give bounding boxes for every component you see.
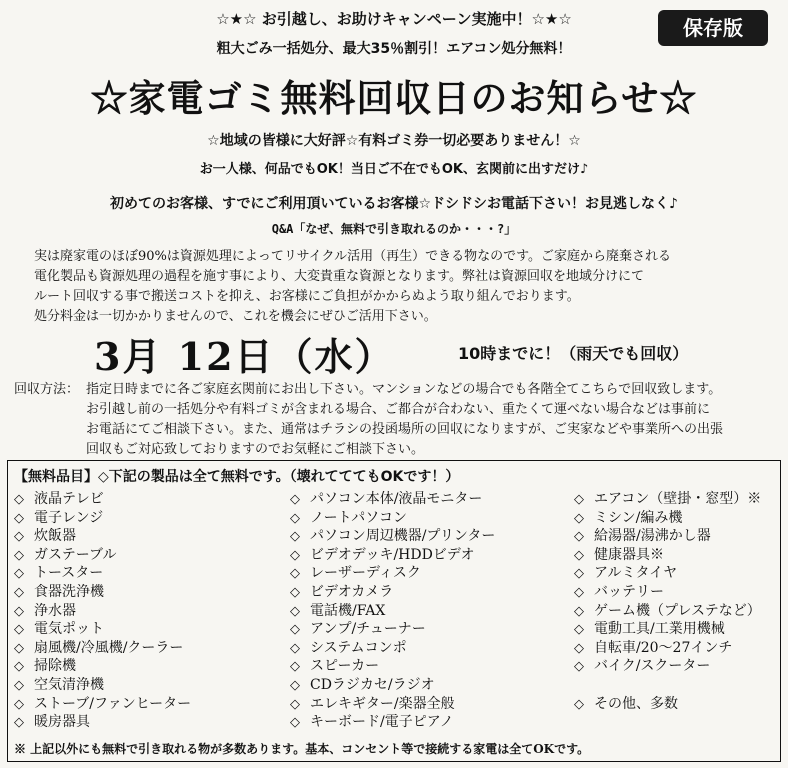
item-label: 電動工具/工業用機械 xyxy=(594,621,725,638)
collection-date-row xyxy=(0,326,788,379)
item-label: 液晶テレビ xyxy=(34,491,104,507)
item-label: アルミタイヤ xyxy=(594,565,678,582)
list-item xyxy=(290,620,495,639)
diamond-bullet-icon: ◇ xyxy=(14,715,24,731)
item-label: 食器洗浄機 xyxy=(34,583,104,600)
item-label: パソコン本体/液晶モニター xyxy=(310,491,483,507)
item-label: 健康器具※ xyxy=(594,546,664,563)
list-item xyxy=(14,713,191,732)
method-line: 指定日時までに各ご家庭玄関前にお出し下さい。マンションなどの場合でも各階全てこちらで回収致します。 xyxy=(86,382,722,397)
item-label: 暖房器具 xyxy=(34,714,90,731)
item-label: 掃除機 xyxy=(34,658,76,675)
item-label: 電子レンジ xyxy=(34,509,104,526)
list-item xyxy=(14,620,191,639)
list-item xyxy=(574,527,761,546)
diamond-bullet-icon: ◇ xyxy=(290,492,300,507)
item-label: 扇風機/冷風機/クーラー xyxy=(34,639,184,656)
diamond-bullet-icon: ◇ xyxy=(14,529,24,545)
discount-line: 粗大ごみ一括処分、最大35％割引！エアコン処分無料！ xyxy=(216,41,572,57)
list-item xyxy=(290,527,495,546)
list-item xyxy=(14,490,191,509)
item-label: ノートパソコン xyxy=(310,509,408,526)
item-label: バイク/スクーター xyxy=(594,658,711,675)
diamond-bullet-icon: ◇ xyxy=(574,584,584,600)
diamond-bullet-icon: ◇ xyxy=(14,547,24,563)
list-item xyxy=(14,602,191,621)
item-label: エレキギター/楽器全般 xyxy=(310,695,455,712)
intro-line-1: ☆地域の皆様に大好評☆有料ゴミ券一切必要ありません！☆ xyxy=(207,133,581,149)
item-label: 空気清浄機 xyxy=(34,676,104,693)
item-label: 浄水器 xyxy=(34,602,76,619)
diamond-bullet-icon: ◇ xyxy=(574,566,584,582)
item-label: ビデオデッキ/HDDビデオ xyxy=(310,546,475,563)
diamond-bullet-icon: ◇ xyxy=(14,603,24,619)
item-label: 給湯器/湯沸かし器 xyxy=(594,528,711,545)
item-label: アンプ/チューナー xyxy=(310,621,426,638)
list-item xyxy=(574,695,761,714)
diamond-bullet-icon: ◇ xyxy=(14,492,24,507)
list-item xyxy=(574,620,761,639)
list-item xyxy=(574,490,761,509)
item-label: レーザーディスク xyxy=(310,565,421,582)
campaign-line: ☆★☆ お引越し、お助けキャンペーン実施中！☆★☆ xyxy=(216,10,572,28)
list-item xyxy=(290,583,495,602)
list-item xyxy=(290,695,495,714)
item-label: システムコンポ xyxy=(310,639,407,656)
diamond-bullet-icon: ◇ xyxy=(574,529,584,545)
item-label: 自転車/20～27インチ xyxy=(594,639,733,656)
free-items-heading: 【無料品目】◇下記の製品は全て無料です。（壊れてててもOKです！） xyxy=(14,469,460,485)
method-line: お引越し前の一括処分や有料ゴミが含まれる場合、ご都合が合わない、重たくて運べない場合などは事前に xyxy=(86,402,711,417)
diamond-bullet-icon: ◇ xyxy=(290,622,300,638)
item-label: ストーブ/ファンヒーター xyxy=(34,695,192,712)
list-item xyxy=(14,564,191,583)
free-items-column-3 xyxy=(574,490,761,713)
item-label: バッテリー xyxy=(594,583,664,600)
item-label: ゲーム機（プレステなど） xyxy=(594,602,761,619)
page-title: ☆家電ゴミ無料回収日のお知らせ☆ xyxy=(90,76,698,120)
diamond-bullet-icon: ◇ xyxy=(290,547,300,563)
list-item xyxy=(290,639,495,658)
method-line: お電話にてご相談下さい。また、通常はチラシの投函場所の回収になりますが、ご実家などや事業所への出張 xyxy=(86,422,724,437)
body-paragraph-line: 電化製品も資源処理の過程を施す事により、大変貴重な資源となります。弊社は資源回収を地域分けにて xyxy=(34,269,644,284)
diamond-bullet-icon: ◇ xyxy=(14,640,24,656)
diamond-bullet-icon: ◇ xyxy=(290,677,300,693)
item-label: ガステーブル xyxy=(34,546,117,563)
item-label: ビデオカメラ xyxy=(310,583,394,600)
method-label: 回収方法： xyxy=(14,382,80,397)
item-label: スピーカー xyxy=(310,658,380,675)
list-item xyxy=(14,527,191,546)
item-label: キーボード/電子ピアノ xyxy=(310,714,454,731)
list-item xyxy=(290,602,495,621)
list-item xyxy=(290,564,495,583)
list-item xyxy=(574,657,761,676)
list-item xyxy=(574,676,761,695)
list-item xyxy=(14,509,191,528)
diamond-bullet-icon: ◇ xyxy=(290,529,300,545)
list-item xyxy=(290,657,495,676)
diamond-bullet-icon: ◇ xyxy=(290,584,300,600)
list-item xyxy=(574,546,761,565)
collection-date: 3月 12日（水） xyxy=(94,334,395,379)
body-paragraph-line: 処分料金は一切かかりませんので、これを機会にぜひご活用下さい。 xyxy=(34,309,437,324)
diamond-bullet-icon: ◇ xyxy=(290,510,300,526)
list-item xyxy=(14,657,191,676)
diamond-bullet-icon: ◇ xyxy=(14,566,24,582)
body-paragraph-line: 実は廃家電のほぼ90%は資源処理によってリサイクル活用（再生）できる物なのです。ご家庭から廃棄される xyxy=(34,249,672,264)
list-item xyxy=(290,509,495,528)
diamond-bullet-icon: ◇ xyxy=(14,584,24,600)
diamond-bullet-icon: ◇ xyxy=(574,603,584,619)
list-item xyxy=(574,564,761,583)
item-label: トースター xyxy=(34,565,104,582)
method-line: 回収もご対応致しておりますのでお気軽にご相談下さい。 xyxy=(86,442,425,457)
list-item xyxy=(290,546,495,565)
free-items-column-2 xyxy=(290,490,495,732)
diamond-bullet-icon: ◇ xyxy=(574,640,584,656)
list-item xyxy=(574,509,761,528)
item-label: 電話機/FAX xyxy=(310,602,386,619)
diamond-bullet-icon: ◇ xyxy=(574,622,584,638)
qa-heading: Q&A「なぜ、無料で引き取れるのか・・・?」 xyxy=(271,222,517,236)
list-item xyxy=(14,546,191,565)
diamond-bullet-icon: ◇ xyxy=(14,622,24,638)
collection-time-note: 10時までに！（雨天でも回収） xyxy=(458,344,689,363)
item-label: 炊飯器 xyxy=(34,528,76,545)
free-items-column-1 xyxy=(14,490,191,732)
diamond-bullet-icon: ◇ xyxy=(14,510,24,526)
footnote: ※ 上記以外にも無料で引き取れる物が多数あります。基本、コンセント等で接続する家電は全てOKです。 xyxy=(14,742,590,756)
item-label: CDラジカセ/ラジオ xyxy=(310,676,435,693)
diamond-bullet-icon: ◇ xyxy=(290,696,300,712)
keep-badge: 保存版 xyxy=(658,10,768,46)
diamond-bullet-icon: ◇ xyxy=(14,659,24,675)
list-item xyxy=(574,602,761,621)
intro-line-3: 初めてのお客様、すでにご利用頂いているお客様☆ドシドシお電話下さい！お見逃しなく♪ xyxy=(110,196,678,212)
diamond-bullet-icon: ◇ xyxy=(14,696,24,712)
diamond-bullet-icon: ◇ xyxy=(574,696,584,712)
diamond-bullet-icon: ◇ xyxy=(574,510,584,526)
diamond-bullet-icon: ◇ xyxy=(290,640,300,656)
item-label: 電気ポット xyxy=(34,621,104,638)
list-item xyxy=(574,583,761,602)
list-item xyxy=(14,639,191,658)
list-item xyxy=(290,713,495,732)
diamond-bullet-icon: ◇ xyxy=(574,659,584,675)
list-item xyxy=(574,639,761,658)
item-label: エアコン（壁掛・窓型）※ xyxy=(594,491,762,507)
diamond-bullet-icon: ◇ xyxy=(290,566,300,582)
item-label: ミシン/編み機 xyxy=(594,509,683,526)
list-item xyxy=(14,583,191,602)
list-item xyxy=(290,676,495,695)
item-label: その他、多数 xyxy=(594,695,678,712)
list-item xyxy=(290,490,495,509)
diamond-bullet-icon: ◇ xyxy=(290,715,300,731)
body-paragraph-line: ルート回収する事で搬送コストを抑え、お客様にご負担がかからぬよう取り組んでおります。 xyxy=(34,289,580,304)
diamond-bullet-icon: ◇ xyxy=(574,547,584,563)
diamond-bullet-icon: ◇ xyxy=(290,659,300,675)
item-label: パソコン周辺機器/プリンター xyxy=(310,528,496,545)
diamond-bullet-icon: ◇ xyxy=(290,603,300,619)
list-item xyxy=(14,676,191,695)
list-item xyxy=(14,695,191,714)
diamond-bullet-icon: ◇ xyxy=(14,677,24,693)
intro-line-2: お一人様、何品でもOK！当日ご不在でもOK、玄関前に出すだけ♪ xyxy=(199,162,589,177)
diamond-bullet-icon: ◇ xyxy=(574,492,584,507)
